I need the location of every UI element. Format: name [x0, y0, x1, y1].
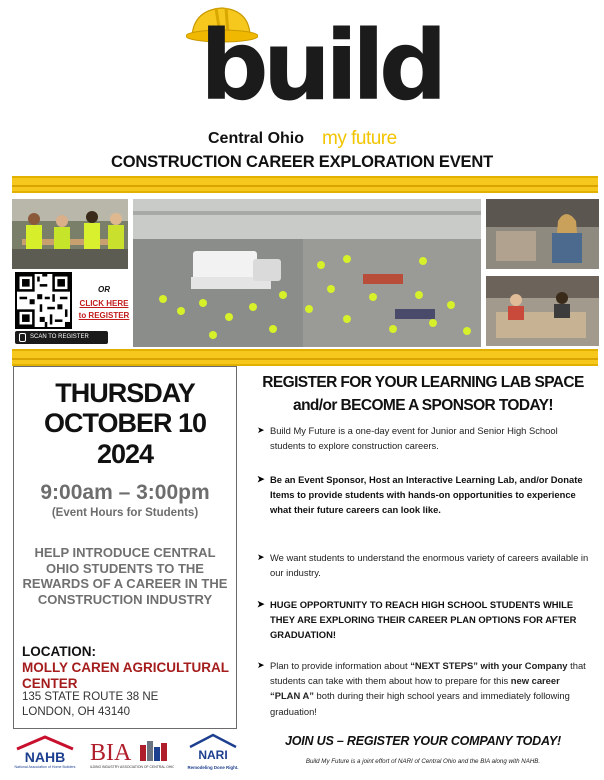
nahb-sub: National Association of Home Builders	[14, 765, 76, 769]
bullet-text-post: both during their high school years and immediately following graduation!	[270, 690, 570, 717]
bullet-item	[257, 658, 590, 719]
arrow-bullet-icon: ➤	[257, 599, 265, 609]
address-line-2: LONDON, OH 43140	[22, 706, 131, 718]
arrow-bullet-icon: ➤	[257, 425, 265, 435]
bullet-item	[257, 472, 590, 518]
location-name: MOLLY CAREN AGRICULTURAL CENTER	[22, 660, 229, 691]
yellow-stripe-bottom	[12, 349, 598, 366]
photo-students-building	[12, 199, 128, 269]
location-address	[22, 690, 158, 720]
photo-student-lab	[486, 199, 599, 269]
nari-sub: Remodeling Done Right.	[187, 765, 239, 770]
bullet-text: HUGE OPPORTUNITY TO REACH HIGH SCHOOL STUDENTS WHILE THEY ARE EXPLORING THEIR CAREER PLAN OPTIONS FOR AFTER GRADUATION!	[270, 599, 577, 641]
register-heading-2: and/or BECOME A SPONSOR TODAY!	[293, 397, 553, 414]
phone-icon	[19, 333, 26, 342]
bullet-text-bold-1: “NEXT STEPS” with your Company	[410, 660, 568, 671]
event-month-day: OCTOBER 10	[43, 408, 207, 438]
logo-word: build	[200, 10, 442, 122]
nahb-logo	[13, 735, 77, 775]
footnote: Build My Future is a joint effort of NARI of Central Ohio and the BIA along with NAHB.	[305, 758, 541, 765]
help-introduce-text: HELP INTRODUCE CENTRAL OHIO STUDENTS TO THE REWARDS OF A CAREER IN THE CONSTRUCTION INDUSTRY	[22, 545, 228, 607]
nari-logo	[186, 733, 240, 775]
address-line-1: 135 STATE ROUTE 38 NE	[22, 691, 159, 703]
event-time: 9:00am – 3:00pm	[40, 481, 210, 504]
bullet-item	[257, 423, 590, 453]
bullet-item	[257, 597, 590, 643]
bullet-text-bold-2: new career “PLAN A”	[270, 675, 560, 702]
nari-roof-icon	[190, 735, 236, 747]
photo-event-floor	[133, 199, 481, 347]
arrow-bullet-icon: ➤	[257, 474, 265, 484]
location-label: LOCATION:	[22, 644, 96, 659]
build-my-future-logo	[186, 4, 442, 150]
event-day: THURSDAY	[55, 378, 195, 408]
bia-sub: BUILDING INDUSTRY ASSOCIATION OF CENTRAL OHIO	[90, 765, 174, 769]
qr-or-text: OR	[98, 285, 110, 294]
qr-code-icon	[17, 274, 70, 327]
bia-text: BIA	[90, 740, 132, 766]
bia-logo	[90, 735, 174, 775]
register-heading-1: REGISTER FOR YOUR LEARNING LAB SPACE	[262, 374, 584, 391]
click-here-register-link[interactable]: CLICK HERE to REGISTER	[78, 299, 130, 320]
logo-region: Central Ohio	[208, 130, 305, 147]
arrow-bullet-icon: ➤	[257, 552, 265, 562]
nahb-text: NAHB	[24, 749, 66, 765]
event-title: CONSTRUCTION CAREER EXPLORATION EVENT	[111, 153, 493, 171]
bullet-text-pre: Plan to provide information about	[270, 660, 411, 671]
bullet-text: We want students to understand the enormous variety of careers available in our industry.	[270, 552, 589, 579]
logo-tagline: my future	[322, 128, 397, 149]
event-time-note: (Event Hours for Students)	[51, 507, 199, 519]
bullet-text: Be an Event Sponsor, Host an Interactive Learning Lab, and/or Donate Items to provide students with hands-on opportunities to experience what their future careers can look like.	[270, 474, 583, 516]
bullet-text: Build My Future is a one-day event for Junior and Senior High School students to explore construction careers.	[270, 425, 558, 452]
photo-hands-on	[486, 276, 599, 346]
bia-building-icon	[140, 741, 167, 761]
arrow-bullet-icon: ➤	[257, 660, 265, 670]
bullet-item	[257, 550, 590, 580]
nahb-house-icon	[13, 735, 77, 775]
scan-to-register-bar	[15, 331, 108, 344]
registration-qr-code[interactable]	[15, 272, 72, 329]
nari-text: NARI	[198, 748, 228, 762]
event-year: 2024	[96, 439, 154, 469]
bullet-text-mid: that students can take with them about how to prepare for this	[270, 660, 586, 687]
yellow-stripe-top	[12, 176, 598, 193]
join-us-text: JOIN US – REGISTER YOUR COMPANY TODAY!	[284, 734, 561, 748]
scan-label: SCAN TO REGISTER	[30, 334, 89, 340]
